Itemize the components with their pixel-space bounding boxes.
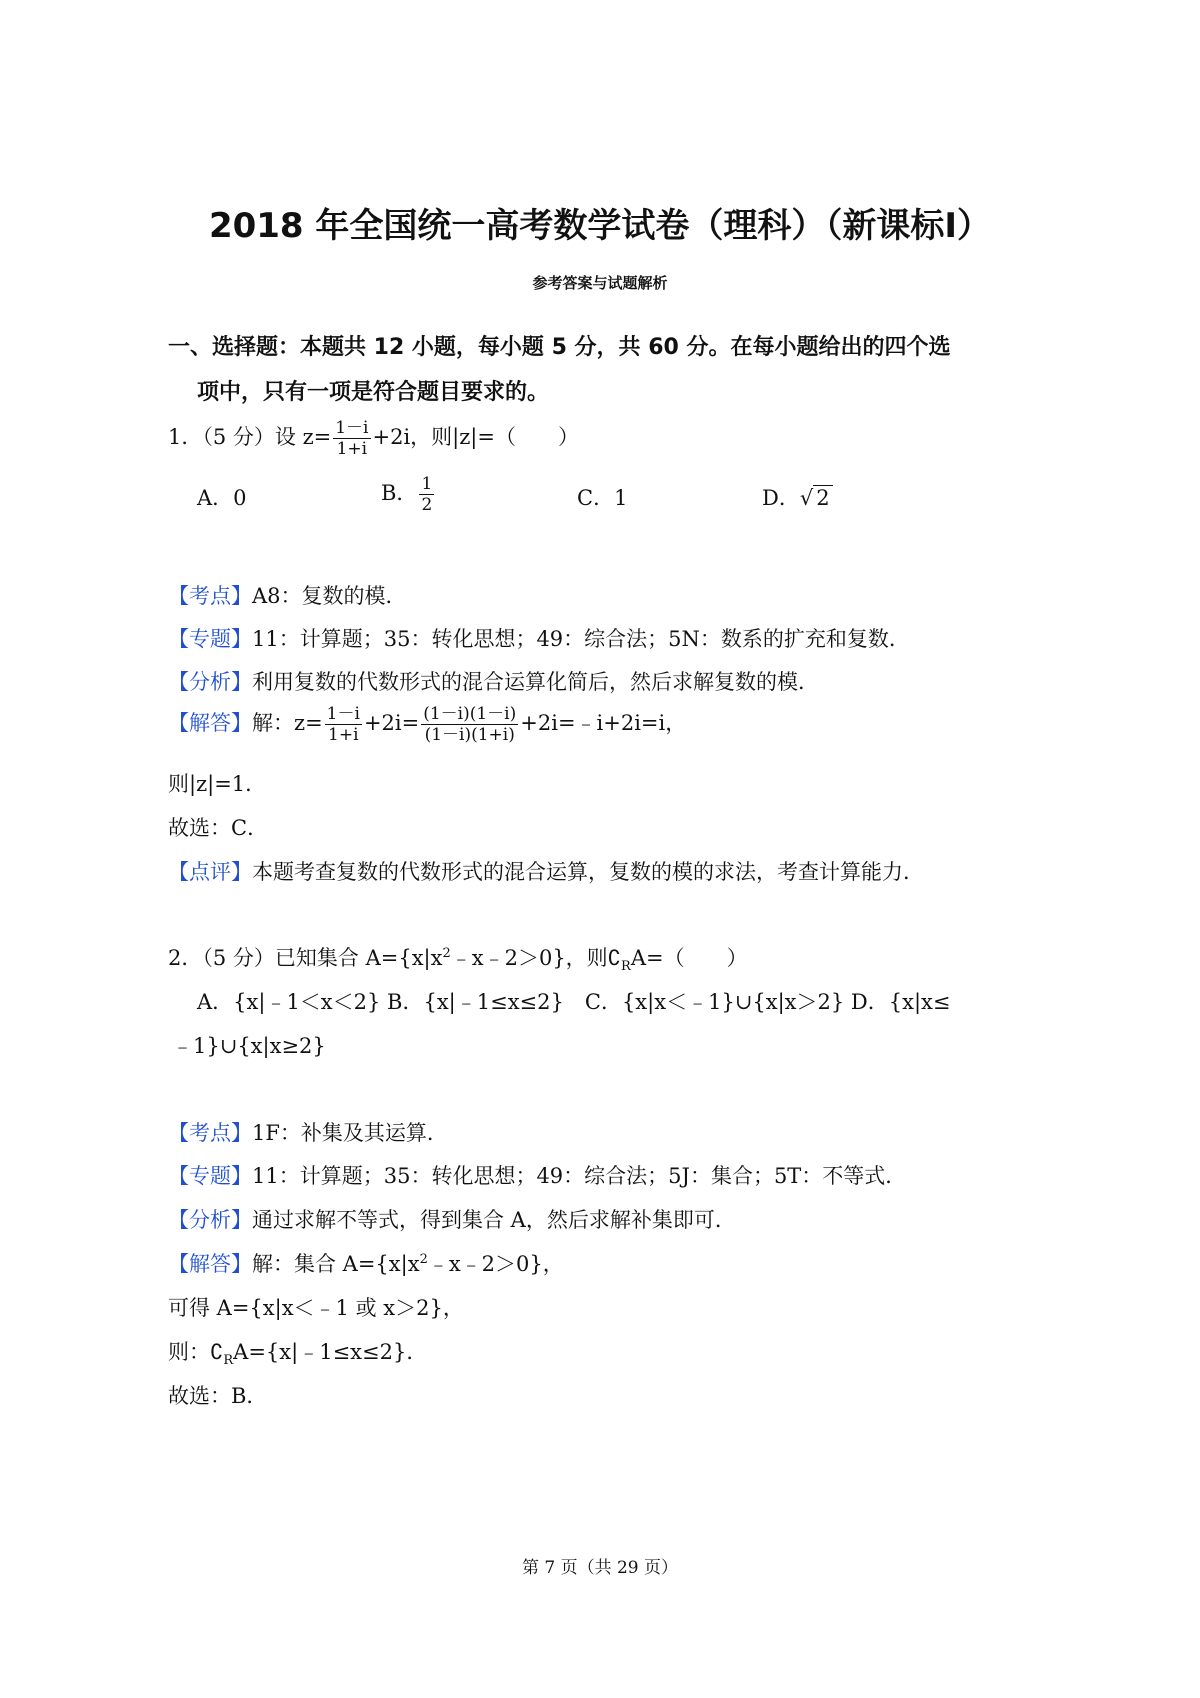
q2-zhuanti-tag: 【专题】 xyxy=(168,1164,252,1188)
q1-stem xyxy=(168,418,579,459)
q1-kaodian xyxy=(168,580,407,610)
q1-jieda-fraction-2 xyxy=(421,704,518,745)
q1-zhuanti-text: 11：计算题；35：转化思想；49：综合法；5N：数系的扩充和复数． xyxy=(252,627,910,651)
q1-option-c: C．1 xyxy=(577,486,628,510)
q1-dianping xyxy=(168,856,924,886)
q2-stem-post: A=（ ） xyxy=(630,946,748,970)
q1-option-d-label: D． xyxy=(762,486,800,510)
q1-choose: 故选：C． xyxy=(168,816,269,840)
page-title: 2018 年全国统一高考数学试卷（理科）（新课标Ⅰ） xyxy=(208,206,992,246)
q2-step3-post: A={x|﹣1≤x≤2}． xyxy=(233,1340,428,1364)
q2-zhuanti-text: 11：计算题；35：转化思想；49：综合法；5J：集合；5T：不等式． xyxy=(252,1164,907,1188)
q2-jieda-pre: 解：集合 A={x|x xyxy=(252,1252,420,1276)
section-heading-line2: 项中，只有一项是符合题目要求的。 xyxy=(197,380,550,405)
q1-jieda-f1-num: 1－i xyxy=(326,704,360,724)
q1-option-b-num: 1 xyxy=(421,474,433,494)
q2-kaodian xyxy=(168,1117,448,1147)
q2-jieda xyxy=(168,1248,564,1278)
q2-step3-sub: R xyxy=(223,1353,234,1369)
q1-fenxi-text: 利用复数的代数形式的混合运算化简后，然后求解复数的模． xyxy=(252,670,819,694)
q2-jieda-tag: 【解答】 xyxy=(168,1252,252,1276)
q1-kaodian-text: A8：复数的模． xyxy=(252,584,407,608)
q2-fenxi xyxy=(168,1204,736,1234)
q2-options-line2: ﹣1}∪{x|x≥2} xyxy=(172,1034,326,1058)
q1-kaodian-tag: 【考点】 xyxy=(168,584,252,608)
q1-jieda-f2-den: (1－i)(1+i) xyxy=(424,725,515,745)
q1-jieda xyxy=(168,704,686,745)
q1-option-b xyxy=(381,474,436,515)
q1-fenxi-tag: 【分析】 xyxy=(168,670,252,694)
q1-stem-suffix: +2i，则|z|=（ ） xyxy=(372,425,579,449)
q2-kaodian-text: 1F：补集及其运算． xyxy=(252,1121,448,1145)
q1-frac-den: 1+i xyxy=(336,439,368,459)
q1-jieda-mid: +2i= xyxy=(363,711,420,735)
q1-jieda-pre: 解：z= xyxy=(252,711,323,735)
page-footer: 第 7 页（共 29 页） xyxy=(521,1558,679,1578)
q2-jieda-sup: 2 xyxy=(419,1252,428,1267)
q1-jieda-f2-num: (1－i)(1－i) xyxy=(423,704,517,724)
q1-jieda-post: +2i=﹣i+2i=i， xyxy=(520,711,687,735)
q2-jieda-post: ﹣x﹣2＞0}， xyxy=(427,1252,564,1276)
q2-kaodian-tag: 【考点】 xyxy=(168,1121,252,1145)
q1-zhuanti xyxy=(168,623,910,653)
q1-jieda-f1-den: 1+i xyxy=(328,725,359,745)
q1-option-d xyxy=(762,482,833,512)
q1-option-b-fraction xyxy=(419,474,434,515)
q2-fenxi-text: 通过求解不等式，得到集合 A，然后求解补集即可． xyxy=(252,1208,736,1232)
q2-step2: 可得 A={x|x＜﹣1 或 x＞2}， xyxy=(168,1296,464,1320)
q1-stem-prefix: 1．（5 分）设 z= xyxy=(168,425,332,449)
q2-fenxi-tag: 【分析】 xyxy=(168,1208,252,1232)
q2-stem xyxy=(168,942,748,974)
section-heading-line1: 一、选择题：本题共 12 小题，每小题 5 分，共 60 分。在每小题给出的四个选 xyxy=(168,335,951,360)
q2-stem-sup: 2 xyxy=(442,946,451,961)
q1-fenxi xyxy=(168,666,819,696)
sqrt-icon: √ 2 xyxy=(800,486,833,510)
q1-dianping-tag: 【点评】 xyxy=(168,860,252,884)
q2-stem-pre: 2．（5 分）已知集合 A={x|x xyxy=(168,946,443,970)
q1-option-b-den: 2 xyxy=(421,495,433,515)
q1-zhuanti-tag: 【专题】 xyxy=(168,627,252,651)
q1-fraction xyxy=(333,418,370,459)
q2-choose: 故选：B． xyxy=(168,1384,268,1408)
q1-jieda-fraction-1 xyxy=(325,704,362,745)
q1-option-a: A．0 xyxy=(197,486,247,510)
q1-option-b-label: B． xyxy=(381,481,418,505)
q1-option-d-radicand: 2 xyxy=(813,485,832,510)
q2-options-line1: A．{x|﹣1＜x＜2} B．{x|﹣1≤x≤2} C．{x|x＜﹣1}∪{x|x＞2} D．{x|x≤ xyxy=(197,990,951,1014)
q2-stem-sub: R xyxy=(621,959,631,975)
q1-dianping-text: 本题考查复数的代数形式的混合运算，复数的模的求法，考查计算能力． xyxy=(252,860,924,884)
q1-then: 则|z|=1． xyxy=(168,772,267,796)
q2-zhuanti xyxy=(168,1160,906,1190)
q1-frac-num: 1－i xyxy=(335,418,369,438)
q2-stem-mid: ﹣x﹣2＞0}，则∁ xyxy=(450,946,622,970)
q2-step3 xyxy=(168,1336,427,1368)
q2-step3-pre: 则：∁ xyxy=(168,1340,224,1364)
q1-jieda-tag: 【解答】 xyxy=(168,711,252,735)
page-subtitle: 参考答案与试题解析 xyxy=(532,274,668,292)
